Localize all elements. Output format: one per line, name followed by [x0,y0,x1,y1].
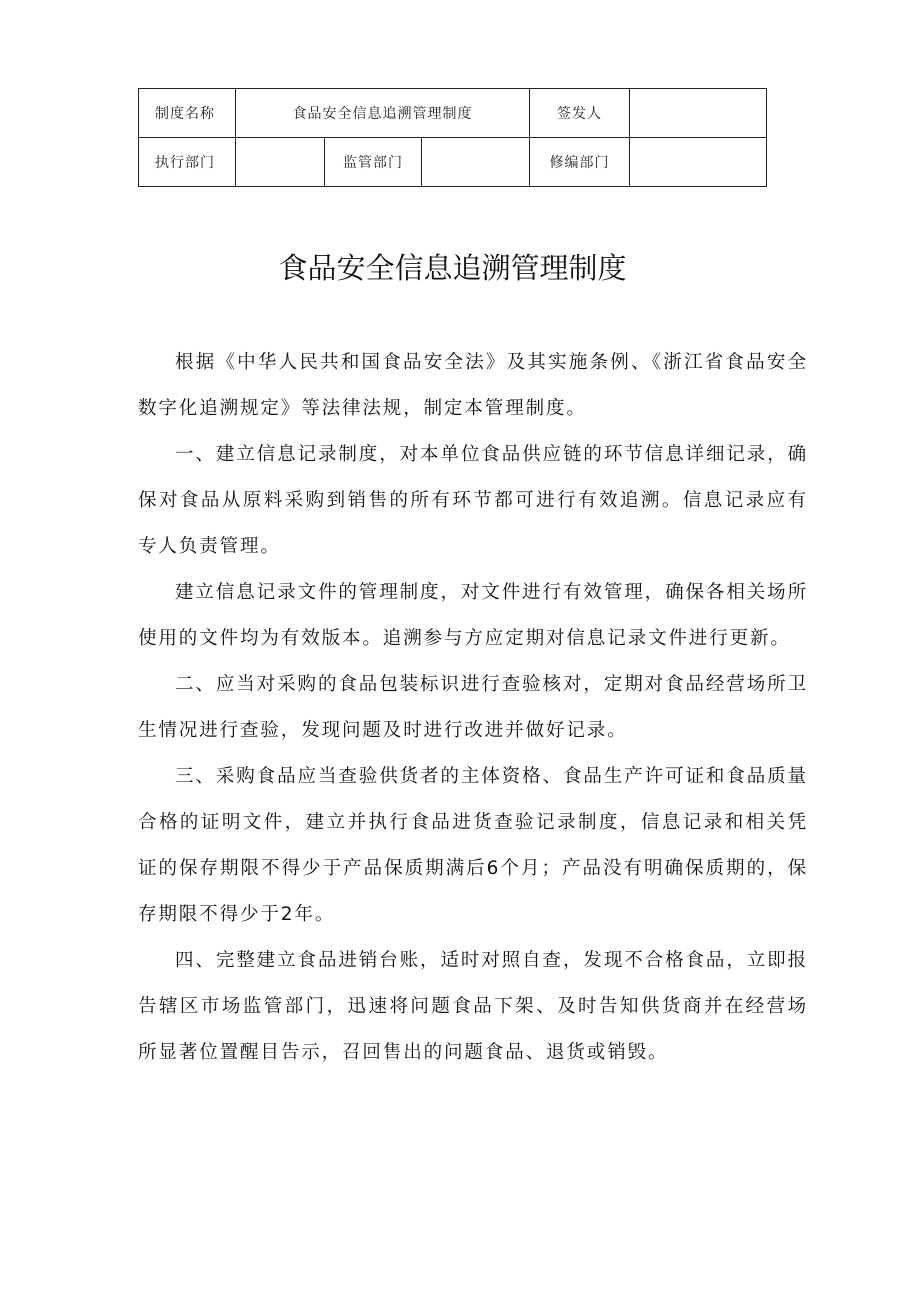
signer-value [630,89,767,138]
paragraph-section-2: 二、应当对采购的食品包装标识进行查验核对，定期对食品经营场所卫生情况进行查验，发现问题及时进行改进并做好记录。 [138,674,808,741]
paragraph-section-1-docs: 建立信息记录文件的管理制度，对文件进行有效管理，确保各相关场所使用的文件均为有效版本。追溯参与方应定期对信息记录文件进行更新。 [138,582,808,649]
header-row-2 [139,138,767,187]
exec-dept-label: 执行部门 [139,138,236,187]
policy-name-value: 食品安全信息追溯管理制度 [236,89,530,138]
edit-dept-value [630,138,767,187]
paragraph-section-4: 四、完整建立食品进销台账，适时对照自查，发现不合格食品，立即报告辖区市场监管部门，迅速将问题食品下架、及时告知供货商并在经营场所显著位置醒目告示，召回售出的问题食品、退货或销毁。 [138,950,808,1063]
edit-dept-label: 修编部门 [530,138,630,187]
paragraph-intro: 根据《中华人民共和国食品安全法》及其实施条例、《浙江省食品安全数字化追溯规定》等法律法规，制定本管理制度。 [138,352,808,419]
supervise-dept-value [422,138,530,187]
policy-name-label: 制度名称 [139,89,236,138]
document-body [138,340,808,1076]
exec-dept-value [236,138,325,187]
header-info-table [138,88,767,187]
paragraph-section-3: 三、采购食品应当查验供货者的主体资格、食品生产许可证和食品质量合格的证明文件，建立并执行食品进货查验记录制度，信息记录和相关凭证的保存期限不得少于产品保质期满后6个月；产品没有明确保质期的，保存期限不得少于2年。 [138,766,808,925]
document-title: 食品安全信息追溯管理制度 [278,251,627,285]
supervise-dept-label: 监管部门 [325,138,422,187]
paragraph-section-1: 一、建立信息记录制度，对本单位食品供应链的环节信息详细记录，确保对食品从原料采购到销售的所有环节都可进行有效追溯。信息记录应有专人负责管理。 [138,444,808,557]
signer-label: 签发人 [530,89,630,138]
header-row-1 [139,89,767,138]
